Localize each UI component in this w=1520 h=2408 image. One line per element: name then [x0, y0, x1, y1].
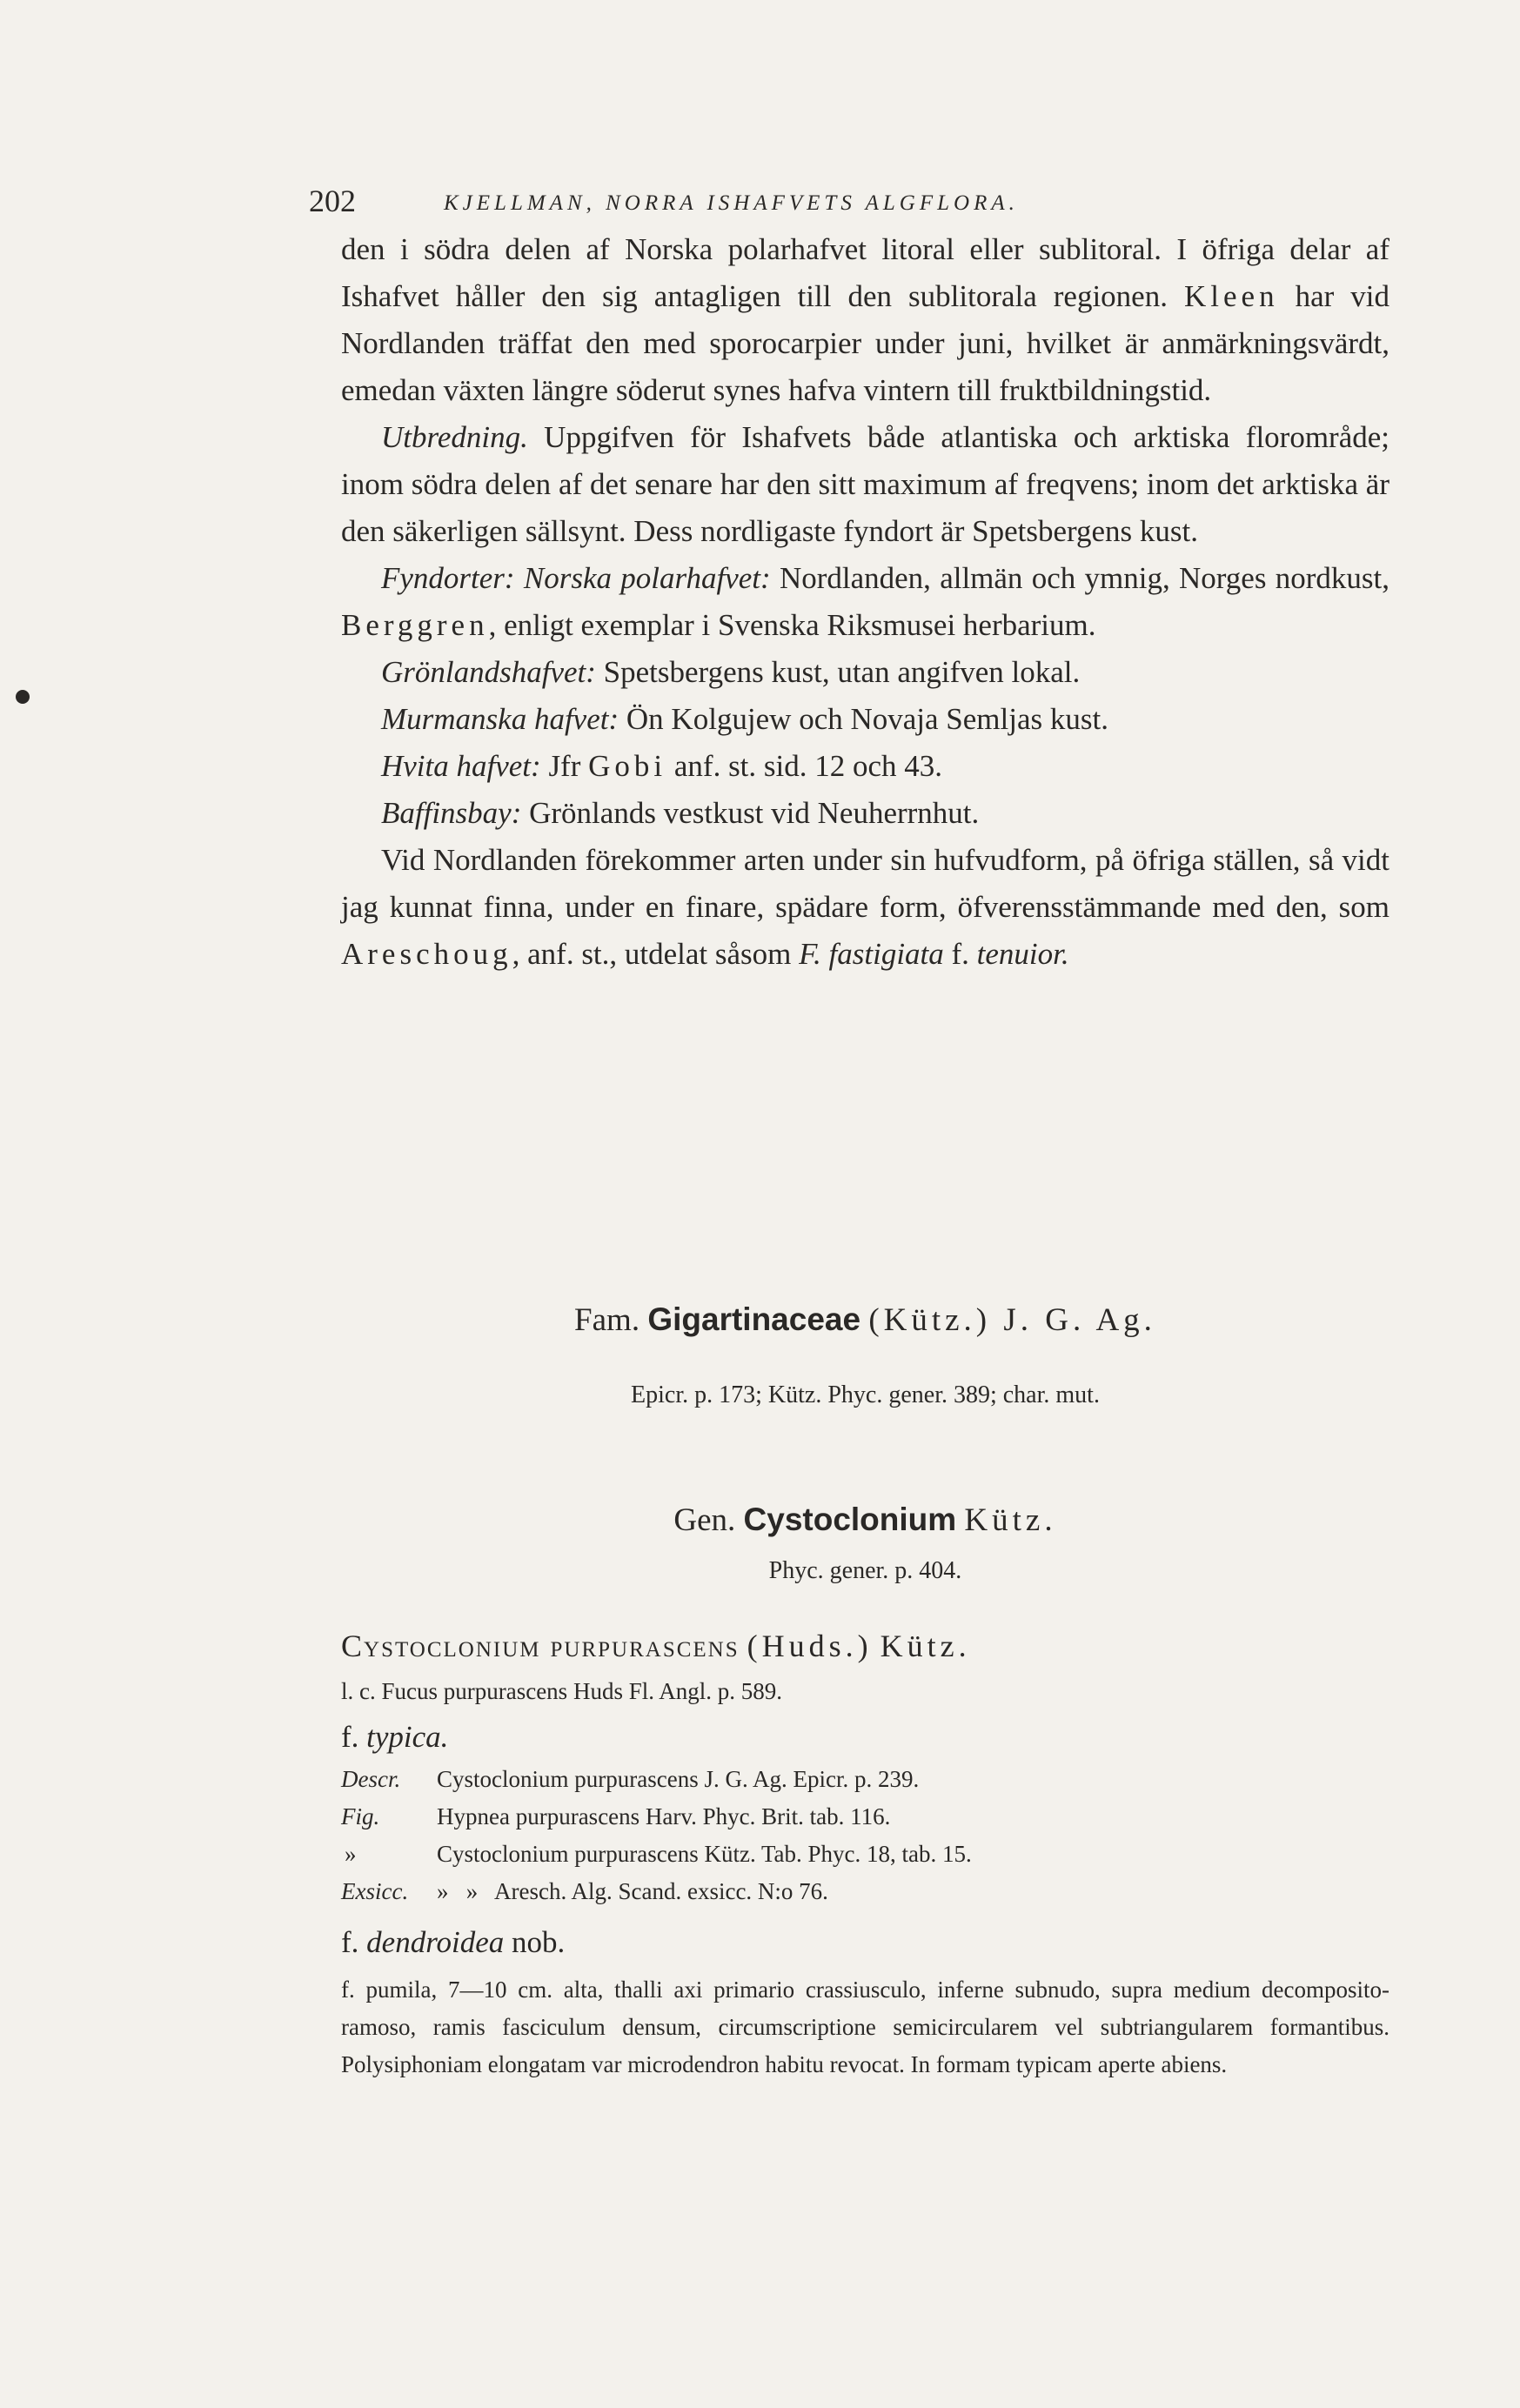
form-heading: f. dendroidea nob. [341, 1925, 566, 1959]
form-name: tenuior. [976, 937, 1069, 971]
author-name: Gobi [588, 749, 667, 783]
family-heading: Fam. Gigartinaceae (Kütz.) J. G. Ag. [574, 1301, 1156, 1338]
locality-line: Grönlandshafvet: Spetsbergens kust, utan angifven lokal. [381, 655, 1081, 689]
section-label: Fyndorter: [381, 561, 515, 595]
locality-line: Baffinsbay: Grönlands vestkust vid Neuherrnhut. [381, 796, 980, 830]
locality-line: Hvita hafvet: Jfr Gobi anf. st. sid. 12 och 43. [381, 749, 943, 783]
region-label: Grönlandshafvet: [381, 655, 596, 689]
paragraph-forms: Vid Nordlanden förekommer arten under sin hufvudform, på öfriga ställen, så vidt jag kunnat finna, under en finare, spädare form, öfverensstämmande med den, som Areschoug, anf. st., utdelat såsom F. fastigiata f. tenuior. [341, 843, 1389, 971]
form-name: typica. [366, 1720, 449, 1754]
margin-mark [16, 690, 30, 704]
reference-line: » Cystoclonium purpurascens Kütz. Tab. Phyc. 18, tab. 15. [345, 1841, 972, 1867]
author-name: Areschoug [341, 937, 512, 971]
region-label: Norska polarhafvet: [523, 561, 771, 595]
locality-line: Murmanska hafvet: Ön Kolgujew och Novaja Semljas kust. [381, 702, 1108, 736]
form-heading: f. typica. [341, 1720, 449, 1754]
genus-name: Cystoclonium [743, 1502, 957, 1537]
author-name: Kleen [1184, 279, 1279, 313]
reference-line: Exsicc. » » Aresch. Alg. Scand. exsicc. N:o 76. [341, 1878, 828, 1904]
paragraph-localities: Fyndorter: Norska polarhafvet: Nordlanden, allmän och ymnig, Norges nordkust, Berggren, enligt exemplar i Svenska Riksmusei herbarium. [341, 561, 1389, 642]
main-text [341, 226, 1389, 978]
species-section [341, 1622, 1389, 2084]
region-label: Baffinsbay: [381, 796, 522, 830]
running-title: KJELLMAN, NORRA ISHAFVETS ALGFLORA. [444, 191, 1019, 215]
section-label: Utbredning. [381, 420, 528, 454]
form-name: dendroidea [366, 1925, 505, 1959]
genus-heading: Gen. Cystoclonium Kütz. [673, 1502, 1057, 1538]
species-name: Cystoclonium purpurascens [341, 1629, 740, 1663]
paragraph-distribution: Utbredning. Uppgifven för Ishafvets både atlantiska och arktiska florområde; inom södra delen af det senare har den sitt maximum af freqvens; inom det arktiska är den säkerligen sällsynt. Dess nordligaste fyndort är Spetsbergens kust. [341, 420, 1389, 548]
paragraph-1: den i södra delen af Norska polarhafvet litoral eller sublitoral. I öfriga delar af Ishafvet håller den sig antagligen till den sublitorala regionen. Kleen har vid Nordlanden träffat den med sporocarpier under juni, hvilket är anmärkningsvärdt, emedan växten längre söderut synes hafva vintern till fruktbildningstid. [341, 232, 1390, 407]
region-label: Hvita hafvet: [381, 749, 541, 783]
reference-line: Descr. Cystoclonium purpurascens J. G. Ag. Epicr. p. 239. [341, 1766, 920, 1792]
genus-reference: Phyc. gener. p. 404. [768, 1557, 962, 1584]
species-heading: Cystoclonium purpurascens (Huds.) Kütz. [341, 1629, 971, 1663]
family-reference: Epicr. p. 173; Kütz. Phyc. gener. 389; char. mut. [631, 1381, 1100, 1408]
region-label: Murmanska hafvet: [381, 702, 619, 736]
form-description: f. pumila, 7—10 cm. alta, thalli axi primario crassiusculo, inferne subnudo, supra medium decomposito-ramoso, ramis fasciculum densum, circumscriptione semicircularem vel subtriangularem formantibus. Polysiphoniam elongatam var microdendron habitu revocat. In formam typicam aperte abiens. [341, 1977, 1389, 2077]
reference-line: Fig. Hypnea purpurascens Harv. Phyc. Brit. tab. 116. [341, 1803, 891, 1829]
author-name: Berggren [341, 608, 489, 642]
species-name: F. fastigiata [799, 937, 944, 971]
basionym: l. c. Fucus purpurascens Huds Fl. Angl. p. 589. [341, 1678, 782, 1704]
page-number: 202 [309, 184, 356, 218]
family-name: Gigartinaceae [647, 1301, 861, 1337]
